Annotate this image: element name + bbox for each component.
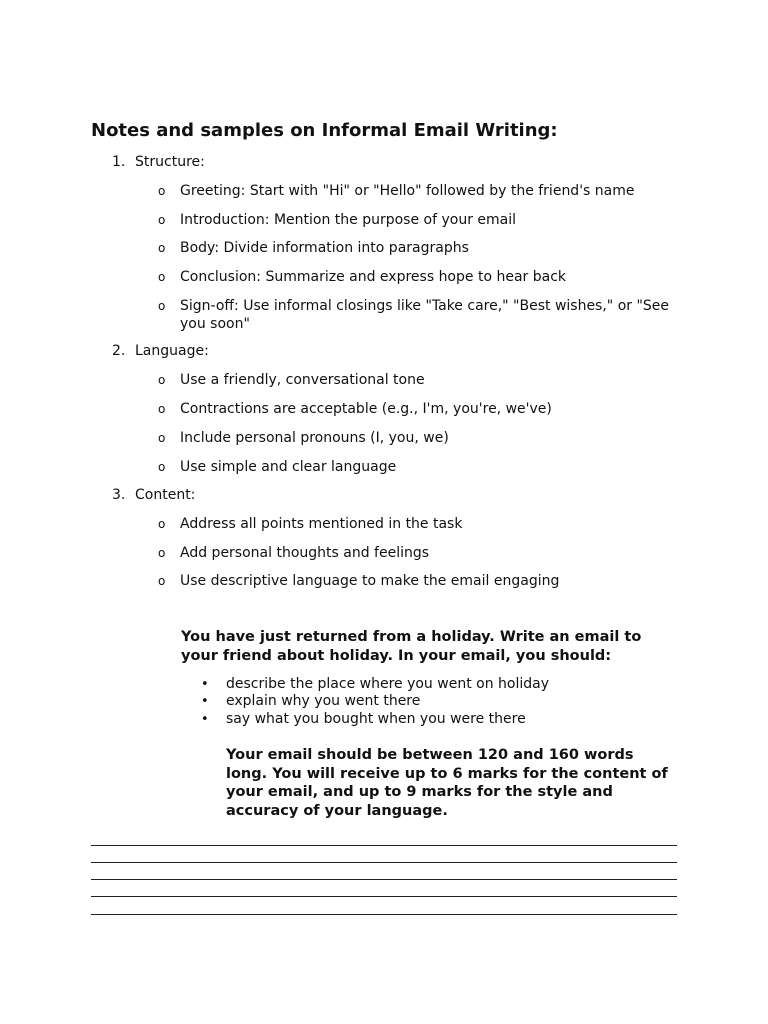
list-item-text: Use simple and clear language (180, 459, 397, 475)
circle-bullet-icon: o (158, 270, 166, 284)
section-heading: Content: (135, 487, 196, 503)
list-item-text: Contractions are acceptable (e.g., I'm, you're, we've) (180, 401, 552, 417)
circle-bullet-icon: o (158, 241, 166, 255)
bullet-icon: • (201, 677, 209, 692)
circle-bullet-icon: o (158, 184, 166, 198)
list-item-text: Greeting: Start with "Hi" or "Hello" followed by the friend's name (180, 183, 635, 199)
list-item-text: Add personal thoughts and feelings (180, 545, 430, 561)
list-item-text: Introduction: Mention the purpose of your email (180, 212, 517, 228)
task-point (201, 711, 526, 727)
answer-line (91, 862, 677, 863)
circle-bullet-icon: o (158, 460, 166, 474)
section-heading-language (112, 343, 209, 359)
circle-bullet-icon: o (158, 546, 166, 560)
circle-bullet-icon: o (158, 299, 166, 313)
list-item-text: Use a friendly, conversational tone (180, 372, 425, 388)
marks-note: Your email should be between 120 and 160 words long. You will receive up to 6 marks for the content of your email, and up to 9 marks for the style and accuracy of your language. (226, 747, 668, 819)
list-item-text: Conclusion: Summarize and express hope to hear back (180, 269, 566, 285)
circle-bullet-icon: o (158, 402, 166, 416)
circle-bullet-icon: o (158, 574, 166, 588)
task-prompt: You have just returned from a holiday. Write an email to your friend about holiday. In your email, you should: (181, 629, 642, 664)
page-title: Notes and samples on Informal Email Writing: (91, 120, 558, 141)
section-heading: Language: (135, 343, 209, 359)
section-number: 3. (112, 487, 126, 503)
list-item-text: Address all points mentioned in the task (180, 516, 463, 532)
section-number: 1. (112, 154, 126, 170)
answer-line (91, 845, 677, 846)
task-point (201, 693, 420, 709)
bullet-icon: • (201, 712, 209, 727)
bullet-icon: • (201, 694, 209, 709)
section-number: 2. (112, 343, 126, 359)
circle-bullet-icon: o (158, 213, 166, 227)
list-item-text: Use descriptive language to make the email engaging (180, 573, 560, 589)
task-point-text: explain why you went there (226, 693, 421, 709)
list-item-text: Body: Divide information into paragraphs (180, 240, 469, 256)
answer-line (91, 914, 677, 915)
task-point-text: describe the place where you went on holiday (226, 676, 549, 692)
task-point (201, 676, 549, 692)
section-heading: Structure: (135, 154, 205, 170)
task-point-text: say what you bought when you were there (226, 711, 526, 727)
section-heading-structure (112, 154, 205, 170)
section-heading-content (112, 487, 195, 503)
answer-line (91, 896, 677, 897)
answer-line (91, 879, 677, 880)
list-item-text: Sign-off: Use informal closings like "Take care," "Best wishes," or "See you soon" (180, 298, 670, 332)
list-item-text: Include personal pronouns (I, you, we) (180, 430, 449, 446)
circle-bullet-icon: o (158, 373, 166, 387)
circle-bullet-icon: o (158, 431, 166, 445)
circle-bullet-icon: o (158, 517, 166, 531)
